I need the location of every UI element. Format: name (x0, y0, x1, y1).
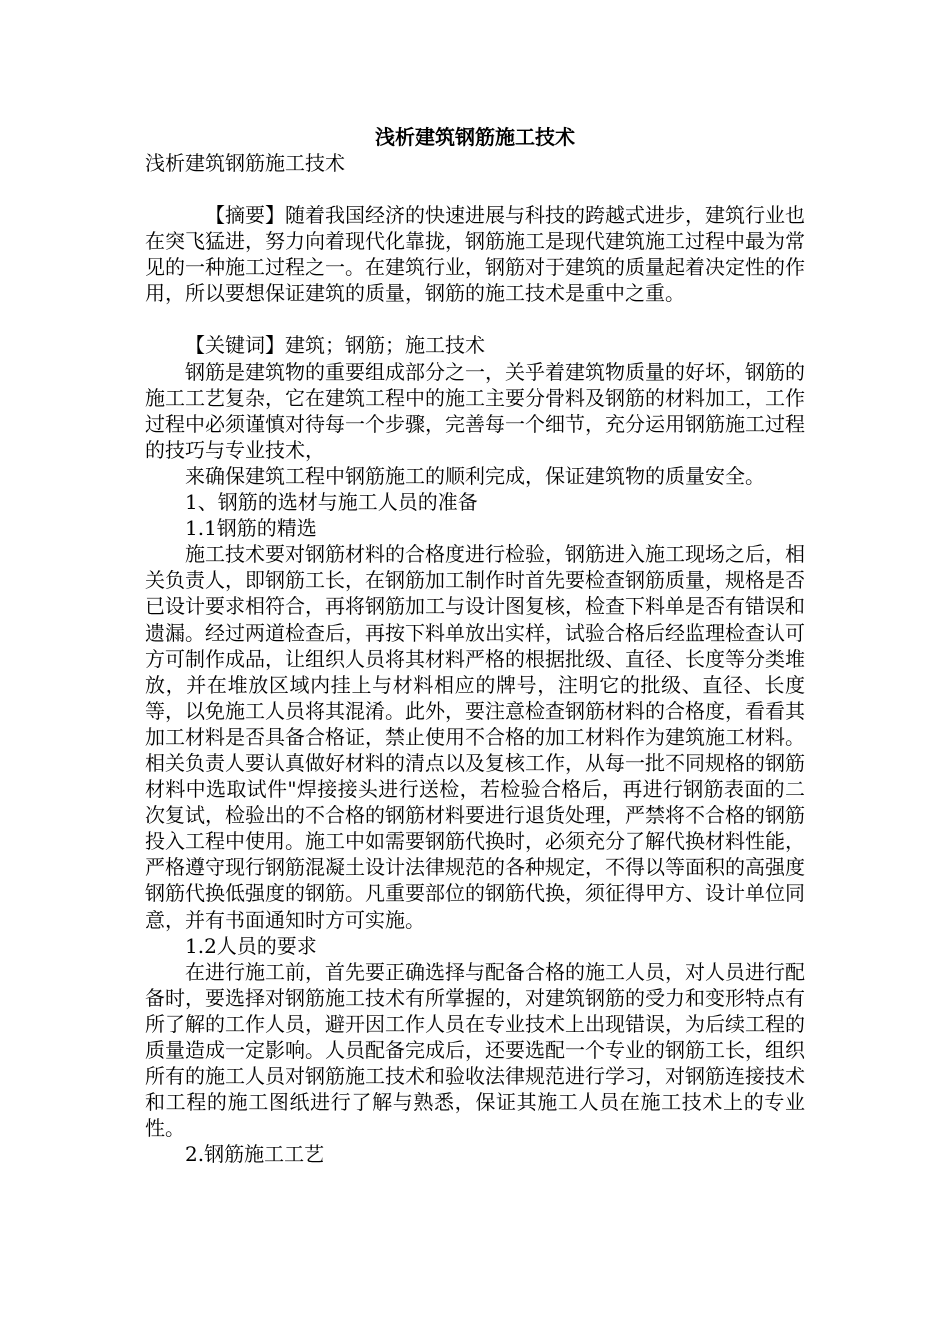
document-title: 浅析建筑钢筋施工技术 (375, 125, 575, 149)
section-heading: 1、钢筋的选材与施工人员的准备 (185, 490, 478, 515)
abstract-paragraph: 【摘要】随着我国经济的快速进展与科技的跨越式进步，建筑行业也在突飞猛进，努力向着现代化靠拢，钢筋施工是现代建筑施工过程中最为常见的一种施工过程之一。在建筑行业，钢筋对于建筑的质量起着决定性的作用，所以要想保证建筑的质量，钢筋的施工技术是重中之重。 (145, 203, 805, 306)
document-body (145, 150, 805, 1167)
keywords-line: 【关键词】建筑；钢筋；施工技术 (185, 333, 485, 358)
subsection-heading: 1.1钢筋的精选 (185, 516, 317, 541)
blank-line (145, 306, 805, 332)
body-paragraph: 在进行施工前，首先要正确选择与配备合格的施工人员，对人员进行配备时，要选择对钢筋施工技术有所掌握的，对建筑钢筋的受力和变形特点有所了解的工作人员，避开因工作人员在专业技术上出现错误，为后续工程的质量造成一定影响。人员配备完成后，还要选配一个专业的钢筋工长，组织所有的施工人员对钢筋施工技术和验收法律规范进行学习，对钢筋连接技术和工程的施工图纸进行了解与熟悉，保证其施工人员在施工技术上的专业性。 (145, 959, 805, 1141)
intro-paragraph: 钢筋是建筑物的重要组成部分之一，关乎着建筑物质量的好坏，钢筋的施工工艺复杂，它在建筑工程中的施工主要分骨料及钢筋的材料加工，工作过程中必须谨慎对待每一个步骤，完善每一个细节，充分运用钢筋施工过程的技巧与专业技术， (145, 359, 805, 462)
section-heading: 2.钢筋施工工艺 (185, 1142, 325, 1167)
blank-line (145, 176, 805, 202)
subsection-heading: 1.2人员的要求 (185, 933, 317, 958)
body-paragraph: 施工技术要对钢筋材料的合格度进行检验，钢筋进入施工现场之后，相关负责人，即钢筋工长，在钢筋加工制作时首先要检查钢筋质量，规格是否已设计要求相符合，再将钢筋加工与设计图复核，检查下料单是否有错误和遗漏。经过两道检查后，再按下料单放出实样，试验合格后经监理检查认可方可制作成品，让组织人员将其材料严格的根据批级、直径、长度等分类堆放，并在堆放区域内挂上与材料相应的牌号，注明它的批级、直径、长度等，以免施工人员将其混淆。此外，要注意检查钢筋材料的合格度，看看其加工材料是否具备合格证，禁止使用不合格的加工材料作为建筑施工材料。相关负责人要认真做好材料的清点以及复核工作，从每一批不同规格的钢筋材料中选取试件"焊接接头进行送检，若检验合格后，再进行钢筋表面的二次复试，检验出的不合格的钢筋材料要进行退货处理，严禁将不合格的钢筋投入工程中使用。施工中如需要钢筋代换时，必须充分了解代换材料性能，严格遵守现行钢筋混凝土设计法律规范的各种规定，不得以等面积的高强度钢筋代换低强度的钢筋。凡重要部位的钢筋代换，须征得甲方、设计单位同意，并有书面通知时方可实施。 (145, 542, 805, 932)
intro-paragraph: 来确保建筑工程中钢筋施工的顺利完成，保证建筑物的质量安全。 (185, 463, 765, 488)
document-subtitle: 浅析建筑钢筋施工技术 (145, 151, 345, 175)
